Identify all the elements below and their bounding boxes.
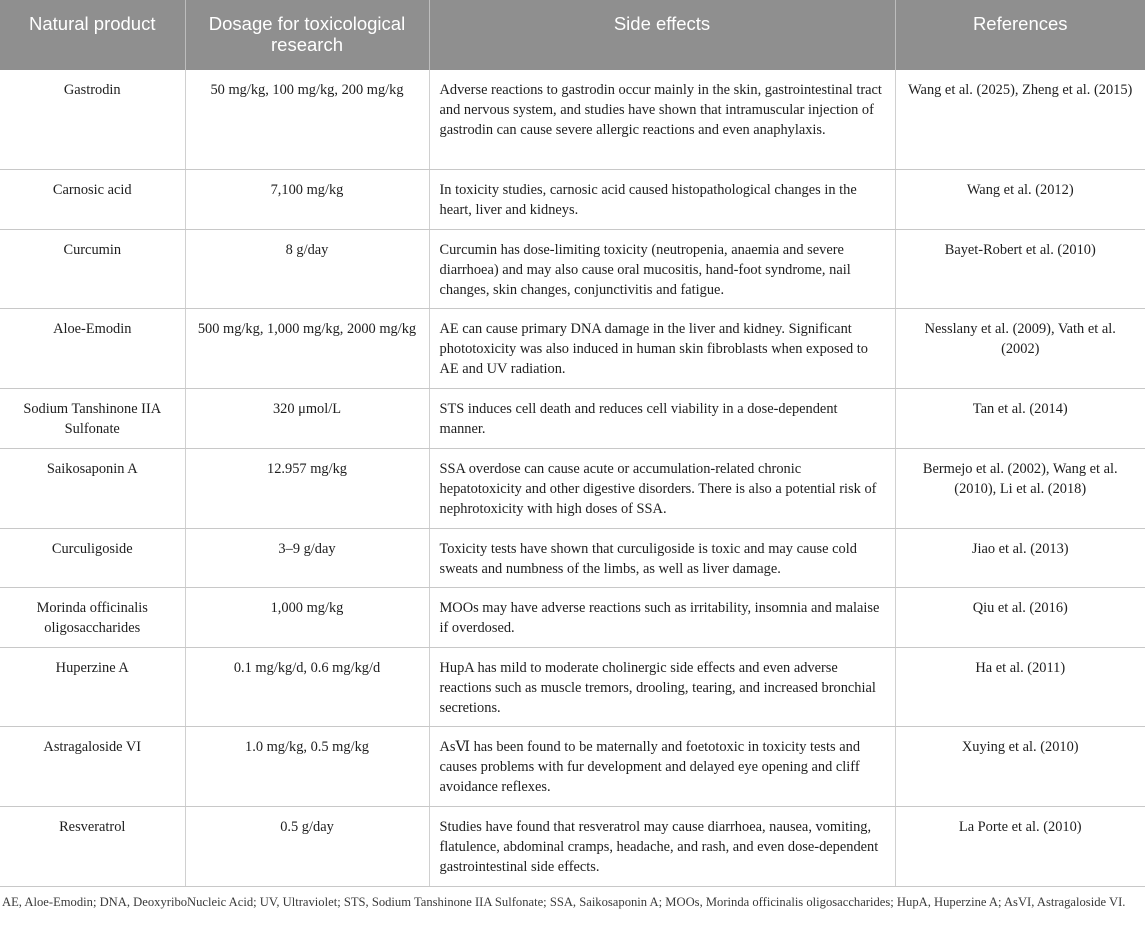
cell-side-effects: Studies have found that resveratrol may cause diarrhoea, nausea, vomiting, flatulence, abdominal cramps, headache, and rash, and even dose-dependent gastrointestinal side effects.: [429, 806, 895, 886]
table-footnote: AE, Aloe-Emodin; DNA, DeoxyriboNucleic Acid; UV, Ultraviolet; STS, Sodium Tanshinone IIA Sulfonate; SSA, Saikosaponin A; MOOs, Morinda officinalis oligosaccharides; HupA, Huperzine A; AsVI, Astragaloside VI.: [2, 895, 1126, 909]
cell-product: Carnosic acid: [0, 169, 185, 229]
cell-references: Bermejo et al. (2002), Wang et al. (2010), Li et al. (2018): [895, 448, 1145, 528]
cell-side-effects: STS induces cell death and reduces cell viability in a dose-dependent manner.: [429, 388, 895, 448]
cell-references: Wang et al. (2025), Zheng et al. (2015): [895, 70, 1145, 169]
table-row: [0, 388, 1145, 448]
cell-side-effects: SSA overdose can cause acute or accumulation-related chronic hepatotoxicity and other digestive disorders. There is also a potential risk of nephrotoxicity with high doses of SSA.: [429, 448, 895, 528]
header-row: [0, 0, 1145, 70]
cell-product: Sodium Tanshinone IIA Sulfonate: [0, 388, 185, 448]
cell-product: Curculigoside: [0, 528, 185, 587]
cell-side-effects: MOOs may have adverse reactions such as irritability, insomnia and malaise if overdosed.: [429, 587, 895, 647]
cell-dosage: 12.957 mg/kg: [185, 448, 429, 528]
table-body: [0, 70, 1145, 886]
cell-dosage: 320 μmol/L: [185, 388, 429, 448]
cell-dosage: 7,100 mg/kg: [185, 169, 429, 229]
table-row: [0, 806, 1145, 886]
table-row: [0, 308, 1145, 388]
cell-dosage: 50 mg/kg, 100 mg/kg, 200 mg/kg: [185, 70, 429, 169]
cell-references: Ha et al. (2011): [895, 647, 1145, 726]
header-references: References: [895, 0, 1145, 70]
cell-side-effects: AE can cause primary DNA damage in the liver and kidney. Significant phototoxicity was also induced in human skin fibroblasts when exposed to AE and UV radiation.: [429, 308, 895, 388]
header-dosage: Dosage for toxicological research: [185, 0, 429, 70]
table-header: [0, 0, 1145, 70]
cell-references: Nesslany et al. (2009), Vath et al. (2002): [895, 308, 1145, 388]
cell-dosage: 1.0 mg/kg, 0.5 mg/kg: [185, 726, 429, 806]
cell-product: Astragaloside VI: [0, 726, 185, 806]
cell-dosage: 500 mg/kg, 1,000 mg/kg, 2000 mg/kg: [185, 308, 429, 388]
cell-references: La Porte et al. (2010): [895, 806, 1145, 886]
cell-product: Saikosaponin A: [0, 448, 185, 528]
cell-side-effects: AsⅥ has been found to be maternally and foetotoxic in toxicity tests and causes problems with fur development and delayed eye opening and cliff avoidance reflexes.: [429, 726, 895, 806]
cell-dosage: 0.5 g/day: [185, 806, 429, 886]
cell-product: Morinda officinalis oligosaccharides: [0, 587, 185, 647]
table-row: [0, 448, 1145, 528]
table-row: [0, 528, 1145, 587]
cell-side-effects: Curcumin has dose-limiting toxicity (neutropenia, anaemia and severe diarrhoea) and may also cause oral mucositis, hand-foot syndrome, nail changes, skin changes, conjunctivitis and fatigue.: [429, 229, 895, 308]
cell-product: Huperzine A: [0, 647, 185, 726]
header-natural-product: Natural product: [0, 0, 185, 70]
cell-references: Wang et al. (2012): [895, 169, 1145, 229]
cell-dosage: 0.1 mg/kg/d, 0.6 mg/kg/d: [185, 647, 429, 726]
cell-dosage: 8 g/day: [185, 229, 429, 308]
cell-references: Tan et al. (2014): [895, 388, 1145, 448]
cell-side-effects: HupA has mild to moderate cholinergic side effects and even adverse reactions such as muscle tremors, drooling, tearing, and increased bronchial secretions.: [429, 647, 895, 726]
cell-side-effects: Toxicity tests have shown that curculigoside is toxic and may cause cold sweats and numbness of the limbs, as well as liver damage.: [429, 528, 895, 587]
cell-dosage: 3–9 g/day: [185, 528, 429, 587]
cell-references: Jiao et al. (2013): [895, 528, 1145, 587]
table-row: [0, 70, 1145, 169]
table-row: [0, 229, 1145, 308]
cell-side-effects: In toxicity studies, carnosic acid caused histopathological changes in the heart, liver and kidneys.: [429, 169, 895, 229]
header-side-effects: Side effects: [429, 0, 895, 70]
cell-references: Bayet-Robert et al. (2010): [895, 229, 1145, 308]
cell-product: Aloe-Emodin: [0, 308, 185, 388]
cell-side-effects: Adverse reactions to gastrodin occur mainly in the skin, gastrointestinal tract and nervous system, and studies have shown that intramuscular injection of gastrodin can cause severe allergic reactions and even anaphylaxis.: [429, 70, 895, 169]
table-row: [0, 726, 1145, 806]
cell-references: Xuying et al. (2010): [895, 726, 1145, 806]
table-row: [0, 647, 1145, 726]
table-row: [0, 587, 1145, 647]
cell-product: Resveratrol: [0, 806, 185, 886]
table-row: [0, 169, 1145, 229]
cell-references: Qiu et al. (2016): [895, 587, 1145, 647]
cell-product: Gastrodin: [0, 70, 185, 169]
cell-dosage: 1,000 mg/kg: [185, 587, 429, 647]
cell-product: Curcumin: [0, 229, 185, 308]
